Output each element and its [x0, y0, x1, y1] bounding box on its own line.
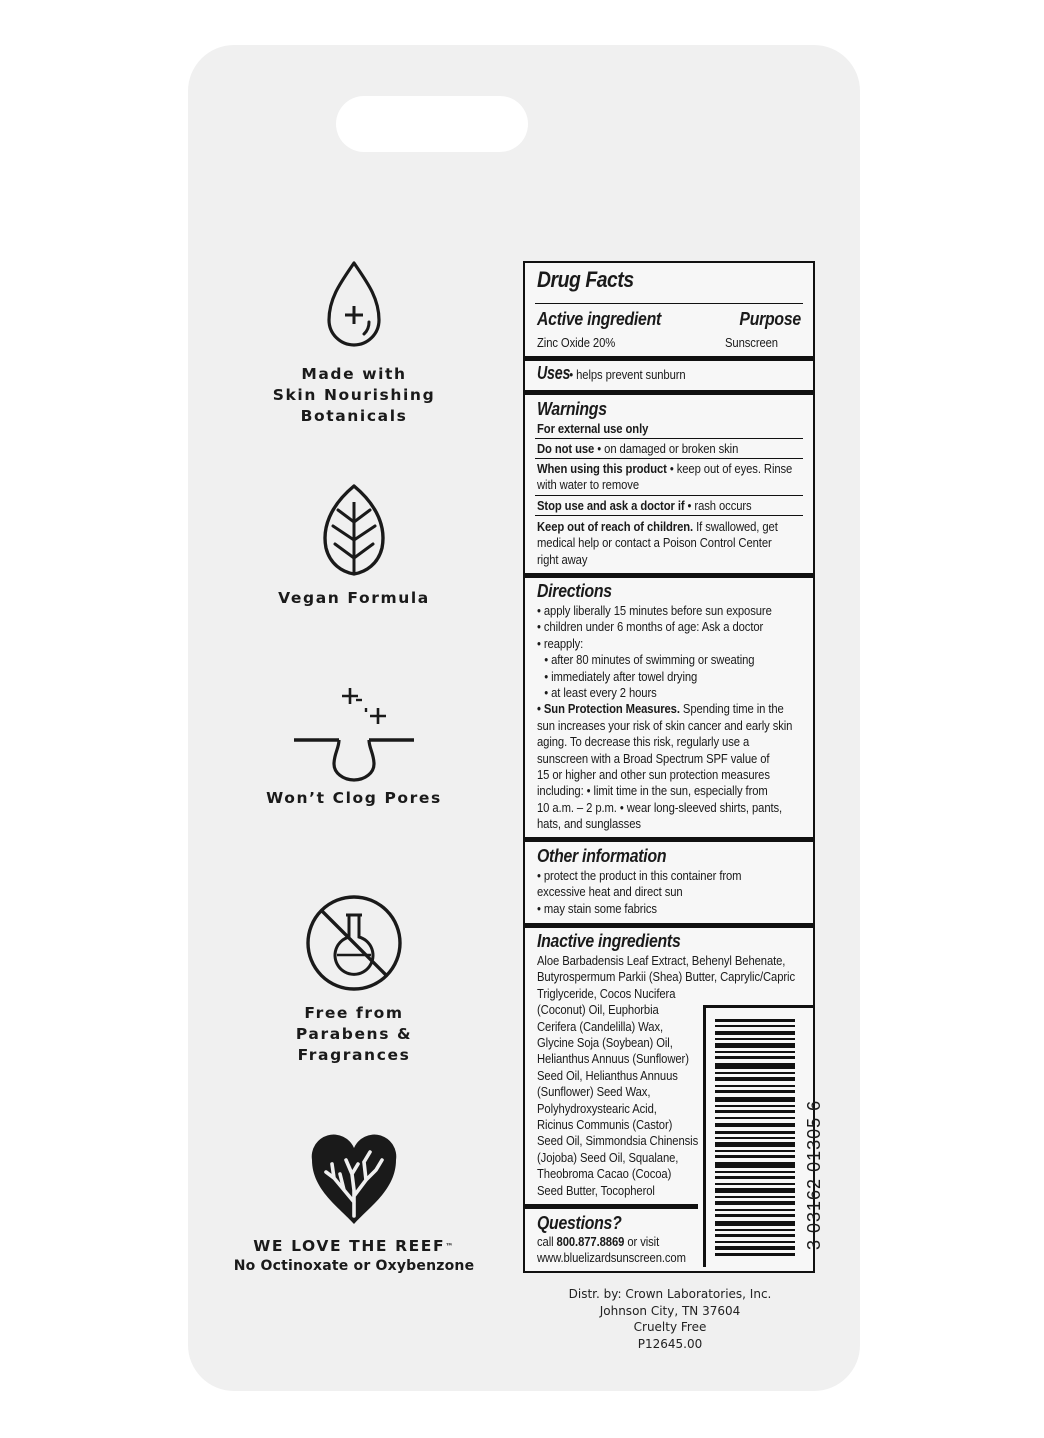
warnings-heading: Warnings [537, 399, 607, 419]
inactive-heading: Inactive ingredients [537, 931, 681, 951]
section-bar [525, 1204, 698, 1209]
inactive-line: Helianthus Annuus (Sunflower) [537, 1052, 689, 1067]
uses-text: • helps prevent sunburn [569, 368, 686, 382]
inactive-line: Seed Oil, Simmondsia Chinensis [537, 1134, 699, 1149]
coral-heart-icon [308, 1130, 400, 1226]
distributor-info [560, 1286, 780, 1352]
external-use-text: For external use only [537, 422, 649, 436]
inactive-line: Ricinus Communis (Castor) [537, 1118, 673, 1133]
barcode-digits: 3 03162 01305 6 [804, 1099, 824, 1250]
section-bar [525, 390, 813, 395]
trademark-mark: ™ [445, 1242, 455, 1251]
section-bar [525, 356, 813, 361]
do-not-use-text: • on damaged or broken skin [594, 442, 739, 456]
inactive-line: Glycine Soja (Soybean) Oil, [537, 1036, 673, 1051]
directions-line: • children under 6 months of age: Ask a doctor [537, 620, 764, 635]
reef-label: WE LOVE THE REEF [253, 1237, 446, 1255]
reapply-line: • at least every 2 hours [544, 686, 657, 701]
feature-label-line: Fragrances [297, 1046, 411, 1064]
keep-out-text: right away [537, 552, 588, 567]
feature-label-line: Free from [304, 1004, 404, 1022]
questions-url: www.bluelizardsunscreen.com [537, 1251, 686, 1266]
stop-use-text: • rash occurs [684, 499, 752, 513]
feature-free-from [240, 893, 468, 1066]
keep-out-label: Keep out of reach of children. [537, 520, 694, 534]
divider [535, 303, 803, 304]
inactive-line: Cerifera (Candelilla) Wax, [537, 1019, 664, 1034]
questions-phone: 800.877.8869 [556, 1235, 625, 1249]
distributor-line: P12645.00 [637, 1336, 703, 1351]
inactive-line: Polyhydroxystearic Acid, [537, 1101, 657, 1116]
questions-call: call [537, 1235, 557, 1249]
distributor-line: Distr. by: Crown Laboratories, Inc. [568, 1287, 772, 1301]
feature-label-line: Vegan Formula [278, 589, 430, 607]
divider [535, 495, 803, 496]
section-bar [525, 923, 813, 928]
active-ingredient-heading: Active ingredient [537, 309, 662, 329]
barcode-frame-line [703, 1005, 813, 1008]
stop-use-label: Stop use and ask a doctor if [537, 499, 685, 513]
purpose-value: Sunscreen [725, 336, 778, 350]
feature-label-line: Made with [301, 365, 407, 383]
inactive-line: (Sunflower) Seed Wax, [537, 1085, 651, 1100]
do-not-use-label: Do not use [537, 442, 595, 456]
directions-line: • apply liberally 15 minutes before sun exposure [537, 604, 772, 618]
feature-botanicals [240, 258, 468, 427]
inactive-line: Aloe Barbadensis Leaf Extract, Behenyl Behenate, [537, 954, 786, 968]
questions-or: or visit [624, 1235, 660, 1249]
sun-protection-text: 15 or higher and other sun protection measures [537, 768, 770, 783]
inactive-line: Theobroma Cacao (Cocoa) [537, 1167, 672, 1182]
sun-protection-text: sunscreen with a Broad Spectrum SPF value of [537, 751, 770, 766]
feature-label-line: Parabens & [295, 1025, 413, 1043]
pore-droplet-icon [292, 686, 416, 782]
sun-protection-text: 10 a.m. – 2 p.m. • wear long-sleeved shirts, pants, [537, 800, 783, 815]
feature-reef [230, 1130, 478, 1276]
leaf-icon [316, 482, 392, 578]
reapply-line: • immediately after towel drying [544, 669, 698, 684]
other-info-heading: Other information [537, 846, 667, 866]
keep-out-text: medical help or contact a Poison Control Center [537, 536, 772, 551]
drug-facts-title: Drug Facts [537, 267, 634, 292]
barcode [703, 1005, 813, 1267]
questions-heading: Questions? [537, 1213, 622, 1233]
inactive-line: (Jojoba) Seed Oil, Squalane, [537, 1150, 679, 1165]
distributor-line: Cruelty Free [633, 1320, 707, 1334]
uses-heading: Uses [537, 363, 571, 383]
section-bar [525, 573, 813, 578]
divider [535, 438, 803, 439]
feature-label-line [230, 1236, 478, 1257]
divider [535, 515, 803, 516]
directions-line: • reapply: [537, 636, 584, 651]
reef-sub-label: No Octinoxate or Oxybenzone [233, 1258, 475, 1274]
inactive-line: Seed Butter, Tocopherol [537, 1183, 655, 1198]
feature-label-line: Won’t Clog Pores [266, 789, 442, 807]
barcode-bars [715, 1019, 795, 1257]
sun-protection-text: hats, and sunglasses [537, 817, 641, 832]
inactive-line: (Coconut) Oil, Euphorbia [537, 1003, 659, 1018]
inactive-line: Butyrospermum Parkii (Shea) Butter, Caprylic/Capric [537, 970, 796, 985]
active-ingredient-value: Zinc Oxide 20% [537, 336, 616, 350]
keep-out-text: If swallowed, get [693, 520, 778, 534]
reapply-line: • after 80 minutes of swimming or sweating [544, 653, 755, 668]
sun-protection-text: aging. To decrease this risk, regularly use a [537, 735, 750, 750]
section-bar [525, 837, 813, 842]
purpose-heading: Purpose [739, 309, 801, 329]
feature-pores [240, 686, 468, 809]
sun-protection-text: sun increases your risk of skin cancer and early skin [537, 718, 793, 733]
droplet-plus-icon [319, 258, 389, 358]
directions-heading: Directions [537, 581, 612, 601]
feature-label-line: Botanicals [300, 407, 408, 425]
divider [535, 458, 803, 459]
sun-protection-text: including: • limit time in the sun, especially from [537, 784, 768, 799]
when-using-text: with water to remove [537, 478, 639, 493]
hang-hole [336, 96, 528, 152]
when-using-label: When using this product [537, 462, 667, 476]
other-info-line: • may stain some fabrics [537, 901, 657, 916]
no-flask-icon [304, 893, 404, 993]
sun-protection-text: Spending time in the [679, 702, 784, 717]
inactive-line: Triglyceride, Cocos Nucifera [537, 986, 676, 1001]
barcode-frame-line [703, 1005, 706, 1267]
when-using-text: • keep out of eyes. Rinse [666, 462, 793, 476]
other-info-line: • protect the product in this container from [537, 869, 742, 883]
other-info-line: excessive heat and direct sun [537, 885, 683, 900]
feature-vegan [240, 482, 468, 609]
feature-label-line: Skin Nourishing [272, 386, 436, 404]
inactive-line: Seed Oil, Helianthus Annuus [537, 1068, 678, 1083]
distributor-line: Johnson City, TN 37604 [599, 1303, 741, 1318]
sun-protection-label: • Sun Protection Measures. [537, 702, 680, 717]
